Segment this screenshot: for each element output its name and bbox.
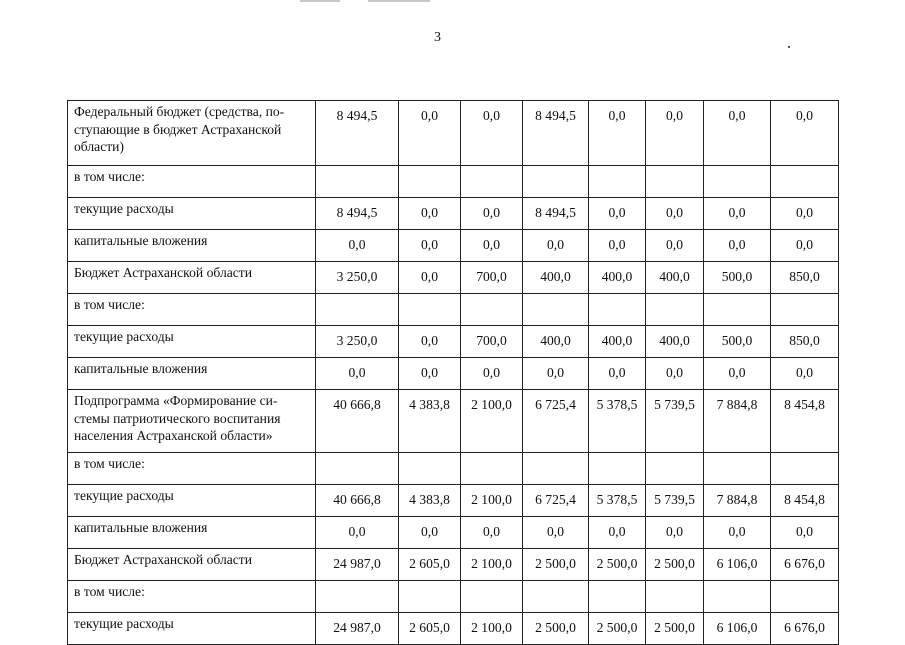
value-cell: 0,0 <box>399 262 461 294</box>
value-cell <box>589 453 646 485</box>
row-label: текущие расходы <box>68 613 316 645</box>
value-cell <box>316 166 399 198</box>
value-cell: 400,0 <box>646 326 704 358</box>
row-label: текущие расходы <box>68 198 316 230</box>
table-row <box>68 581 839 613</box>
table-row <box>68 198 839 230</box>
table-row <box>68 549 839 581</box>
value-cell <box>316 453 399 485</box>
value-cell <box>523 166 589 198</box>
row-label: Бюджет Астраханской области <box>68 262 316 294</box>
value-cell: 0,0 <box>461 230 523 262</box>
value-cell <box>461 453 523 485</box>
value-cell <box>646 166 704 198</box>
value-cell <box>523 294 589 326</box>
value-cell: 0,0 <box>589 517 646 549</box>
value-cell: 2 605,0 <box>399 613 461 645</box>
budget-table <box>67 100 839 645</box>
value-cell: 850,0 <box>771 262 839 294</box>
value-cell: 0,0 <box>704 517 771 549</box>
value-cell: 2 605,0 <box>399 549 461 581</box>
row-label: в том числе: <box>68 581 316 613</box>
value-cell: 0,0 <box>771 230 839 262</box>
value-cell <box>316 581 399 613</box>
row-label: текущие расходы <box>68 485 316 517</box>
table-row <box>68 294 839 326</box>
value-cell <box>771 453 839 485</box>
table-row <box>68 485 839 517</box>
table-row <box>68 230 839 262</box>
top-edge-mark <box>300 0 340 2</box>
row-label: текущие расходы <box>68 326 316 358</box>
value-cell: 2 100,0 <box>461 390 523 453</box>
value-cell: 2 100,0 <box>461 613 523 645</box>
value-cell <box>646 453 704 485</box>
value-cell: 0,0 <box>704 101 771 166</box>
value-cell: 0,0 <box>461 198 523 230</box>
value-cell: 0,0 <box>589 230 646 262</box>
value-cell: 0,0 <box>771 101 839 166</box>
value-cell: 400,0 <box>589 262 646 294</box>
value-cell <box>589 581 646 613</box>
value-cell: 0,0 <box>523 517 589 549</box>
value-cell: 5 739,5 <box>646 390 704 453</box>
value-cell: 5 378,5 <box>589 390 646 453</box>
value-cell: 0,0 <box>646 101 704 166</box>
value-cell: 7 884,8 <box>704 485 771 517</box>
row-label: Подпрограмма «Формирование си- стемы патриотического воспитания населения Астраханской области» <box>68 390 316 453</box>
value-cell: 2 100,0 <box>461 485 523 517</box>
value-cell: 8 494,5 <box>316 101 399 166</box>
value-cell <box>704 581 771 613</box>
value-cell: 0,0 <box>399 101 461 166</box>
value-cell <box>461 294 523 326</box>
value-cell: 40 666,8 <box>316 390 399 453</box>
value-cell: 0,0 <box>523 358 589 390</box>
table-row <box>68 358 839 390</box>
value-cell: 700,0 <box>461 326 523 358</box>
value-cell: 0,0 <box>589 358 646 390</box>
value-cell: 0,0 <box>646 517 704 549</box>
value-cell: 6 676,0 <box>771 549 839 581</box>
value-cell: 0,0 <box>316 517 399 549</box>
value-cell <box>589 294 646 326</box>
value-cell <box>399 453 461 485</box>
value-cell: 0,0 <box>771 517 839 549</box>
value-cell: 4 383,8 <box>399 485 461 517</box>
table-row <box>68 453 839 485</box>
value-cell: 6 106,0 <box>704 613 771 645</box>
value-cell: 0,0 <box>771 358 839 390</box>
row-label: капитальные вложения <box>68 517 316 549</box>
value-cell: 0,0 <box>704 230 771 262</box>
value-cell: 2 500,0 <box>646 613 704 645</box>
value-cell: 24 987,0 <box>316 549 399 581</box>
value-cell: 0,0 <box>461 358 523 390</box>
row-label: Федеральный бюджет (средства, по- ступающие в бюджет Астраханской области) <box>68 101 316 166</box>
value-cell: 5 739,5 <box>646 485 704 517</box>
value-cell: 400,0 <box>523 326 589 358</box>
value-cell: 0,0 <box>316 230 399 262</box>
value-cell: 2 500,0 <box>523 549 589 581</box>
value-cell: 8 494,5 <box>523 101 589 166</box>
table-row <box>68 262 839 294</box>
value-cell <box>771 294 839 326</box>
value-cell: 2 500,0 <box>646 549 704 581</box>
scan-dot <box>788 46 790 48</box>
value-cell: 7 884,8 <box>704 390 771 453</box>
value-cell: 0,0 <box>771 198 839 230</box>
value-cell: 0,0 <box>589 101 646 166</box>
value-cell: 0,0 <box>399 230 461 262</box>
value-cell <box>399 294 461 326</box>
value-cell: 2 500,0 <box>523 613 589 645</box>
value-cell: 2 500,0 <box>589 613 646 645</box>
value-cell: 3 250,0 <box>316 262 399 294</box>
value-cell <box>646 581 704 613</box>
value-cell: 2 100,0 <box>461 549 523 581</box>
row-label: капитальные вложения <box>68 358 316 390</box>
page-number: 3 <box>434 30 441 45</box>
value-cell: 0,0 <box>523 230 589 262</box>
value-cell: 0,0 <box>704 198 771 230</box>
row-label: Бюджет Астраханской области <box>68 549 316 581</box>
value-cell <box>589 166 646 198</box>
value-cell: 500,0 <box>704 262 771 294</box>
value-cell: 4 383,8 <box>399 390 461 453</box>
value-cell: 0,0 <box>399 326 461 358</box>
value-cell: 700,0 <box>461 262 523 294</box>
value-cell: 24 987,0 <box>316 613 399 645</box>
value-cell: 0,0 <box>399 198 461 230</box>
value-cell: 0,0 <box>646 358 704 390</box>
value-cell: 0,0 <box>461 101 523 166</box>
value-cell <box>316 294 399 326</box>
value-cell: 0,0 <box>646 198 704 230</box>
table-row <box>68 326 839 358</box>
value-cell <box>704 294 771 326</box>
value-cell: 0,0 <box>461 517 523 549</box>
value-cell <box>399 166 461 198</box>
value-cell: 400,0 <box>589 326 646 358</box>
value-cell: 6 725,4 <box>523 485 589 517</box>
table-row <box>68 390 839 453</box>
value-cell <box>771 581 839 613</box>
value-cell: 3 250,0 <box>316 326 399 358</box>
row-label: капитальные вложения <box>68 230 316 262</box>
value-cell <box>461 166 523 198</box>
value-cell <box>704 453 771 485</box>
value-cell: 850,0 <box>771 326 839 358</box>
table-row <box>68 517 839 549</box>
value-cell: 0,0 <box>704 358 771 390</box>
value-cell: 0,0 <box>646 230 704 262</box>
value-cell: 8 494,5 <box>523 198 589 230</box>
value-cell: 2 500,0 <box>589 549 646 581</box>
table-row <box>68 166 839 198</box>
value-cell <box>523 453 589 485</box>
value-cell: 5 378,5 <box>589 485 646 517</box>
value-cell <box>771 166 839 198</box>
value-cell: 8 454,8 <box>771 390 839 453</box>
value-cell <box>704 166 771 198</box>
value-cell: 8 454,8 <box>771 485 839 517</box>
value-cell: 0,0 <box>399 358 461 390</box>
value-cell: 6 106,0 <box>704 549 771 581</box>
value-cell: 8 494,5 <box>316 198 399 230</box>
top-edge-mark <box>368 0 430 2</box>
row-label: в том числе: <box>68 294 316 326</box>
value-cell <box>523 581 589 613</box>
table-row <box>68 101 839 166</box>
value-cell <box>399 581 461 613</box>
value-cell: 6 676,0 <box>771 613 839 645</box>
value-cell: 0,0 <box>589 198 646 230</box>
value-cell: 400,0 <box>523 262 589 294</box>
row-label: в том числе: <box>68 453 316 485</box>
value-cell: 0,0 <box>316 358 399 390</box>
value-cell <box>646 294 704 326</box>
value-cell: 0,0 <box>399 517 461 549</box>
value-cell: 6 725,4 <box>523 390 589 453</box>
value-cell: 400,0 <box>646 262 704 294</box>
row-label: в том числе: <box>68 166 316 198</box>
value-cell <box>461 581 523 613</box>
value-cell: 500,0 <box>704 326 771 358</box>
value-cell: 40 666,8 <box>316 485 399 517</box>
